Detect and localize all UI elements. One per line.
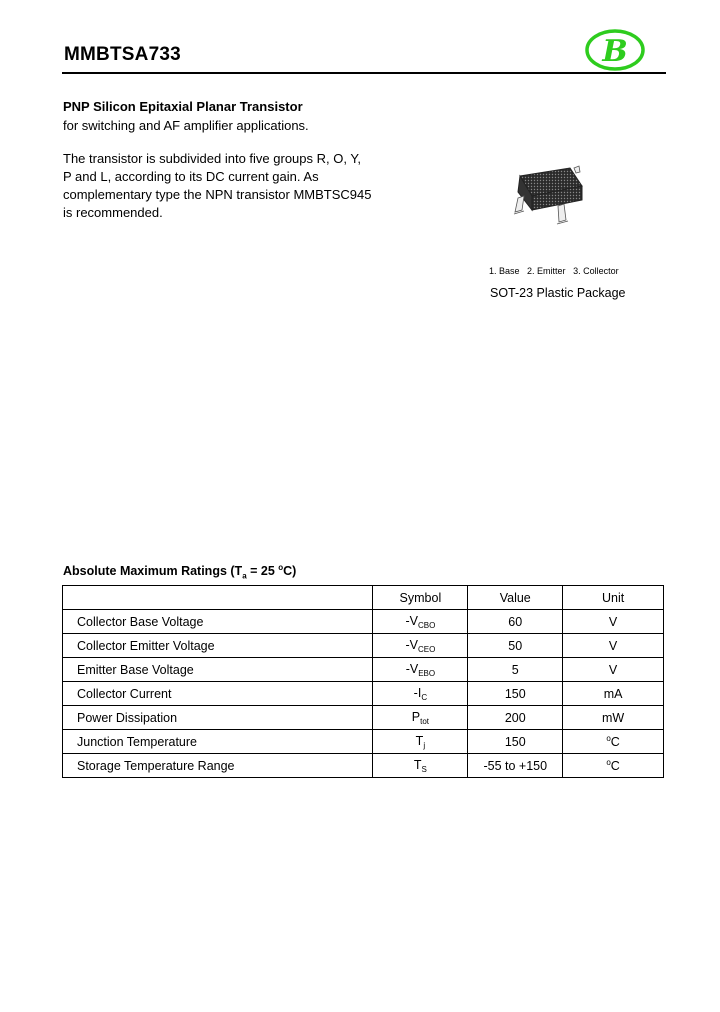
header-param <box>63 586 373 610</box>
pin2-label: 2. Emitter <box>527 266 566 276</box>
ratings-title: Absolute Maximum Ratings ($T_a = 25$ $^o$C) <box>63 563 297 581</box>
value-cell: 60 <box>468 610 563 634</box>
header-unit: Unit <box>563 586 664 610</box>
param-cell: Power Dissipation <box>63 706 373 730</box>
value-cell: 5 <box>468 658 563 682</box>
package-name: SOT-23 Plastic Package <box>490 286 626 300</box>
param-cell: Emitter Base Voltage <box>63 658 373 682</box>
symbol-cell: $T_S$ <box>373 754 468 778</box>
unit-cell: $^o$C <box>563 730 664 754</box>
table-row <box>63 658 664 682</box>
param-cell: Storage Temperature Range <box>63 754 373 778</box>
table-row <box>63 682 664 706</box>
description-line: is recommended. <box>63 205 163 220</box>
unit-cell: $^o$C <box>563 754 664 778</box>
ratings-table <box>62 585 664 778</box>
application-text: for switching and AF amplifier applications. <box>63 118 309 133</box>
unit-cell: V <box>563 610 664 634</box>
table-row <box>63 754 664 778</box>
unit-cell: mW <box>563 706 664 730</box>
unit-cell: V <box>563 634 664 658</box>
company-logo-icon <box>585 28 645 72</box>
symbol-cell: $-V_{EBO}$ <box>373 658 468 682</box>
table-row <box>63 610 664 634</box>
pin1-label: 1. Base <box>489 266 520 276</box>
symbol-cell: $-V_{CEO}$ <box>373 634 468 658</box>
header-divider <box>62 72 666 74</box>
value-cell: 50 <box>468 634 563 658</box>
symbol-cell: $-V_{CBO}$ <box>373 610 468 634</box>
unit-cell: mA <box>563 682 664 706</box>
description-line: complementary type the NPN transistor MMBTSC945 <box>63 187 372 202</box>
description-line: The transistor is subdivided into five groups R, O, Y, <box>63 151 361 166</box>
unit-cell: V <box>563 658 664 682</box>
pin-legend <box>489 266 619 276</box>
device-subtitle: PNP Silicon Epitaxial Planar Transistor <box>63 99 303 114</box>
value-cell: 150 <box>468 682 563 706</box>
sot23-package-image <box>500 158 600 238</box>
value-cell: 150 <box>468 730 563 754</box>
symbol-cell: $P_{tot}$ <box>373 706 468 730</box>
param-cell: Collector Base Voltage <box>63 610 373 634</box>
table-header-row <box>63 586 664 610</box>
symbol-cell: $-I_C$ <box>373 682 468 706</box>
param-cell: Junction Temperature <box>63 730 373 754</box>
table-row <box>63 730 664 754</box>
table-row <box>63 706 664 730</box>
table-row <box>63 634 664 658</box>
value-cell: -55 to +150 <box>468 754 563 778</box>
value-cell: 200 <box>468 706 563 730</box>
param-cell: Collector Emitter Voltage <box>63 634 373 658</box>
description-line: P and L, according to its DC current gain. As <box>63 169 319 184</box>
pin3-label: 3. Collector <box>573 266 619 276</box>
header-symbol: Symbol <box>373 586 468 610</box>
logo-letter: B <box>602 34 628 69</box>
header-value: Value <box>468 586 563 610</box>
page-title: MMBTSA733 <box>64 44 181 65</box>
param-cell: Collector Current <box>63 682 373 706</box>
symbol-cell: $T_j$ <box>373 730 468 754</box>
